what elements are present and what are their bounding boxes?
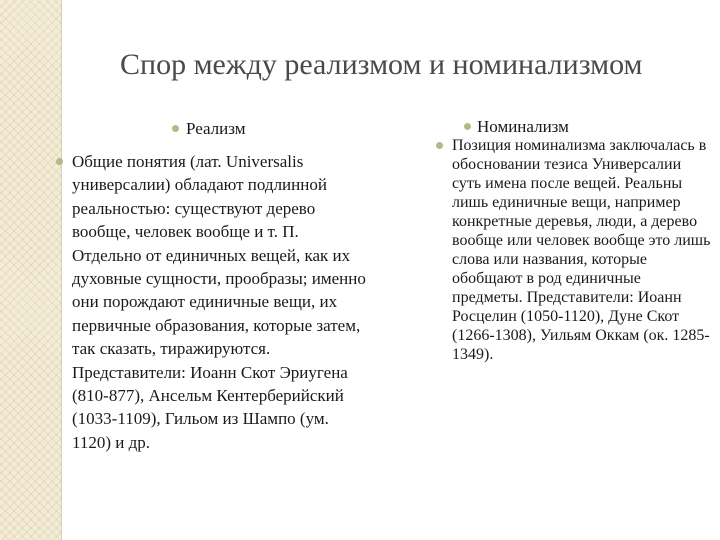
nominalism-column — [430, 118, 720, 364]
nominalism-heading-label: Номинализм — [477, 117, 569, 136]
slide-title: Спор между реализмом и номинализмом — [120, 48, 643, 81]
bullet-icon — [172, 125, 179, 132]
realism-text — [50, 150, 370, 454]
realism-column — [50, 118, 370, 454]
nominalism-heading — [430, 118, 720, 136]
bullet-icon — [436, 142, 443, 149]
realism-text-body: Общие понятия (лат. Universalis универсалии) обладают подлинной реальностью: существуют дерево вообще, человек вообще и т. П. Отдельно от единичных вещей, как их духовные сущности, прообразы; именно они порождают единичные вещи, их первичные образования, которые затем, так сказать, тиражируются. Представители: Иоанн Скот Эриугена (810-877), Ансельм Кентерберийский (1033-1109), Гильом из Шампо (ум. 1120) и др. — [72, 152, 366, 452]
nominalism-text-body: Позиция номинализма заключалась в обосновании тезиса Универсалии суть имена после вещей. Реальны лишь единичные вещи, например конкретные деревья, люди, а дерево вообще или человек вообще это лишь слова или названия, которые обобщают в род единичные предметы. Представители: Иоанн Росцелин (1050-1120), Дуне Скот (1266-1308), Уильям Оккам (ок. 1285-1349). — [452, 137, 711, 363]
nominalism-text — [430, 136, 712, 364]
realism-heading — [50, 118, 370, 140]
realism-heading-label: Реализм — [186, 119, 246, 138]
bullet-icon — [464, 123, 471, 130]
bullet-icon — [56, 158, 63, 165]
